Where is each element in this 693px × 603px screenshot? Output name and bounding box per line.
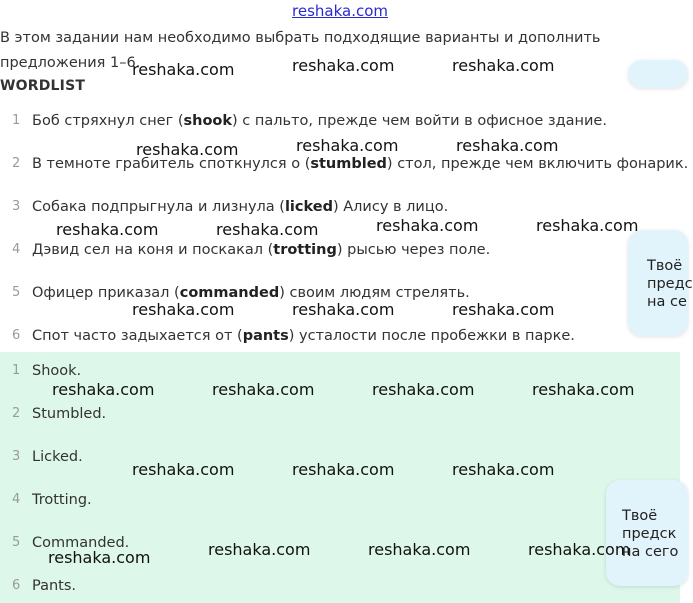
answer-text: Commanded. <box>32 535 130 551</box>
answer-number: 3 <box>12 449 21 464</box>
answer-text: Trotting. <box>32 492 92 508</box>
key-word: stumbled <box>310 156 387 172</box>
sentence-text: Дэвид сел на коня и поскакал (trotting) рысью через поле. <box>32 242 491 258</box>
sentence-number: 3 <box>12 199 21 214</box>
answer-number: 1 <box>12 363 21 378</box>
watermark: reshaka.com <box>292 460 395 479</box>
watermark: reshaka.com <box>292 300 395 319</box>
sentence-text: Спот часто задыхается от (pants) усталости после пробежки в парке. <box>32 328 575 344</box>
watermark: reshaka.com <box>48 548 151 567</box>
chat-bubble[interactable] <box>628 230 693 336</box>
bubble-text: на сего <box>622 544 679 560</box>
sentence-number: 2 <box>12 156 21 171</box>
chat-bubble[interactable] <box>628 60 688 88</box>
bubble-text: предск <box>622 526 677 542</box>
watermark: reshaka.com <box>452 56 555 75</box>
watermark: reshaka.com <box>208 540 311 559</box>
key-word: commanded <box>179 285 280 301</box>
answer-text: Licked. <box>32 449 83 465</box>
watermark: reshaka.com <box>452 460 555 479</box>
key-word: licked <box>284 199 333 215</box>
bubble-text: на се <box>647 294 687 310</box>
sentence-text: В темноте грабитель споткнулся о (stumbled) стол, прежде чем включить фонарик. <box>32 156 689 172</box>
task-intro: В этом задании нам необходимо выбрать подходящие варианты и дополнить предложения 1–6. <box>0 30 601 71</box>
sentence-text: Боб стряхнул снег (shook) с пальто, прежде чем войти в офисное здание. <box>32 113 607 129</box>
answer-number: 5 <box>12 535 21 550</box>
sentence-number: 1 <box>12 113 21 128</box>
watermark: reshaka.com <box>456 136 559 155</box>
watermark: reshaka.com <box>536 216 639 235</box>
answer-text: Pants. <box>32 578 77 594</box>
bubble-text: предс <box>647 276 693 292</box>
watermark: reshaka.com <box>56 220 159 239</box>
sentence-number: 5 <box>12 285 21 300</box>
watermark: reshaka.com <box>136 140 239 159</box>
sentence-number: 6 <box>12 328 21 343</box>
watermark: reshaka.com <box>532 380 635 399</box>
watermark: reshaka.com <box>132 60 235 79</box>
answer-number: 4 <box>12 492 21 507</box>
sentence-text: Собака подпрыгнула и лизнула (licked) Алису в лицо. <box>32 199 449 215</box>
watermark: reshaka.com <box>528 540 631 559</box>
bubble-text: Твоё <box>647 258 683 274</box>
sentence-text: Офицер приказал (commanded) своим людям стрелять. <box>32 285 470 301</box>
answer-text: Shook. <box>32 363 82 379</box>
chat-bubble[interactable] <box>606 480 688 586</box>
answer-text: Stumbled. <box>32 406 107 422</box>
bubble-text: Твоё <box>622 508 658 524</box>
answer-number: 2 <box>12 406 21 421</box>
watermark: reshaka.com <box>452 300 555 319</box>
watermark: reshaka.com <box>296 136 399 155</box>
watermark: reshaka.com <box>372 380 475 399</box>
key-word: pants <box>242 328 289 344</box>
watermark: reshaka.com <box>216 220 319 239</box>
site-link[interactable]: reshaka.com <box>292 2 388 20</box>
watermark: reshaka.com <box>292 56 395 75</box>
sentence-number: 4 <box>12 242 21 257</box>
wordlist-heading: WORDLIST <box>0 78 86 94</box>
answer-number: 6 <box>12 578 21 593</box>
key-word: shook <box>183 113 233 129</box>
watermark: reshaka.com <box>132 300 235 319</box>
watermark: reshaka.com <box>368 540 471 559</box>
watermark: reshaka.com <box>212 380 315 399</box>
watermark: reshaka.com <box>376 216 479 235</box>
watermark: reshaka.com <box>132 460 235 479</box>
key-word: trotting <box>273 242 337 258</box>
watermark: reshaka.com <box>52 380 155 399</box>
